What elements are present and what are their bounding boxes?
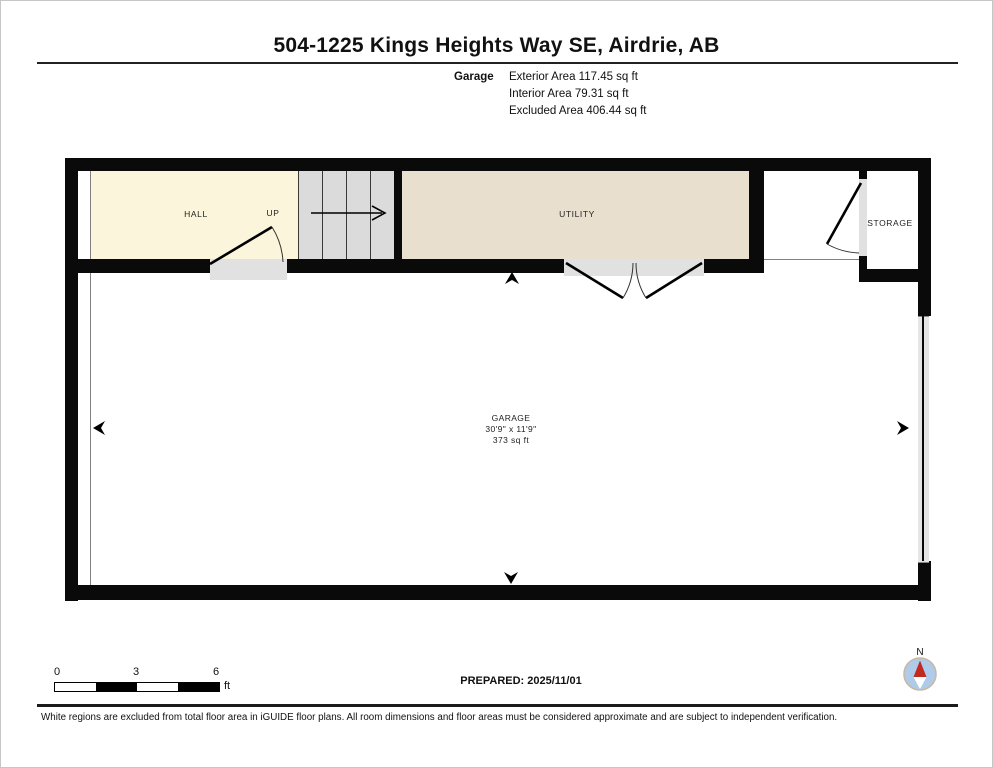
hall-door-opening [210,259,287,280]
scale-tick-0: 0 [54,666,61,678]
dimension-arrow-right [897,421,909,435]
dimension-arrow-up [505,272,519,284]
excluded-area-value: Excluded Area 406.44 sq ft [509,105,647,117]
outer-wall-top [65,158,931,171]
scale-segment [55,683,96,691]
compass-needle-south [914,677,927,689]
outer-wall-bottom [65,585,931,600]
scale-unit: ft [224,680,231,692]
page-title: 504-1225 Kings Heights Way SE, Airdrie, AB [273,34,720,57]
interior-wall-mid [287,259,564,273]
compass-north-label: N [916,647,924,658]
garage-left-boundary-line [90,171,91,585]
utility-label: UTILITY [559,209,595,219]
storage-door-stub-top [859,171,867,179]
garage-label: GARAGE [491,413,531,423]
disclaimer-text: White regions are excluded from total floor area in iGUIDE floor plans. All room dimensions and floor areas must be considered approximate and are subject to independent verification. [41,712,838,723]
scale-tick-3: 3 [133,666,140,678]
area-summary [454,69,646,120]
storage-label: STORAGE [867,218,913,228]
stair-tread [370,171,371,259]
staircase [298,171,395,259]
scale-tick-6: 6 [213,666,220,678]
scale-bar [54,682,220,692]
stair-tread [322,171,323,259]
title-divider [37,62,958,64]
scale-segment [96,683,137,691]
garage-area: 373 sq ft [492,435,530,445]
dimension-arrow-down [504,572,518,584]
interior-area-value: Interior Area 79.31 sq ft [509,88,629,100]
exterior-area-value: Exterior Area 117.45 sq ft [509,71,638,83]
up-label: UP [266,208,280,218]
footer-divider [37,704,958,707]
compass-icon [897,645,943,695]
garage-dimensions: 30'9" x 11'9" [485,424,537,434]
scale-segment [137,683,178,691]
hall-label: HALL [184,209,208,219]
outer-wall-right-lower [918,561,931,601]
storage-door-stub-bottom [859,256,867,269]
prepared-date: PREPARED: 2025/11/01 [460,675,582,687]
storage-bottom-wall [859,269,929,282]
stair-tread [346,171,347,259]
interior-wall-hall-left [65,259,210,273]
garage-overhead-door-line [922,316,924,561]
compass-needle-north [914,661,927,678]
dimension-arrow-left [93,421,105,435]
vestibule-garage-boundary-line [764,259,859,260]
garage-label-block [436,413,586,446]
outer-wall-right-upper [918,158,931,316]
area-summary-room-label: Garage [454,71,494,83]
scale-segment [178,683,219,691]
utility-door-opening [564,259,704,276]
utility-vestibule-divider-wall [749,171,764,273]
stairs-utility-divider-wall [394,171,402,259]
outer-wall-left [65,158,78,601]
